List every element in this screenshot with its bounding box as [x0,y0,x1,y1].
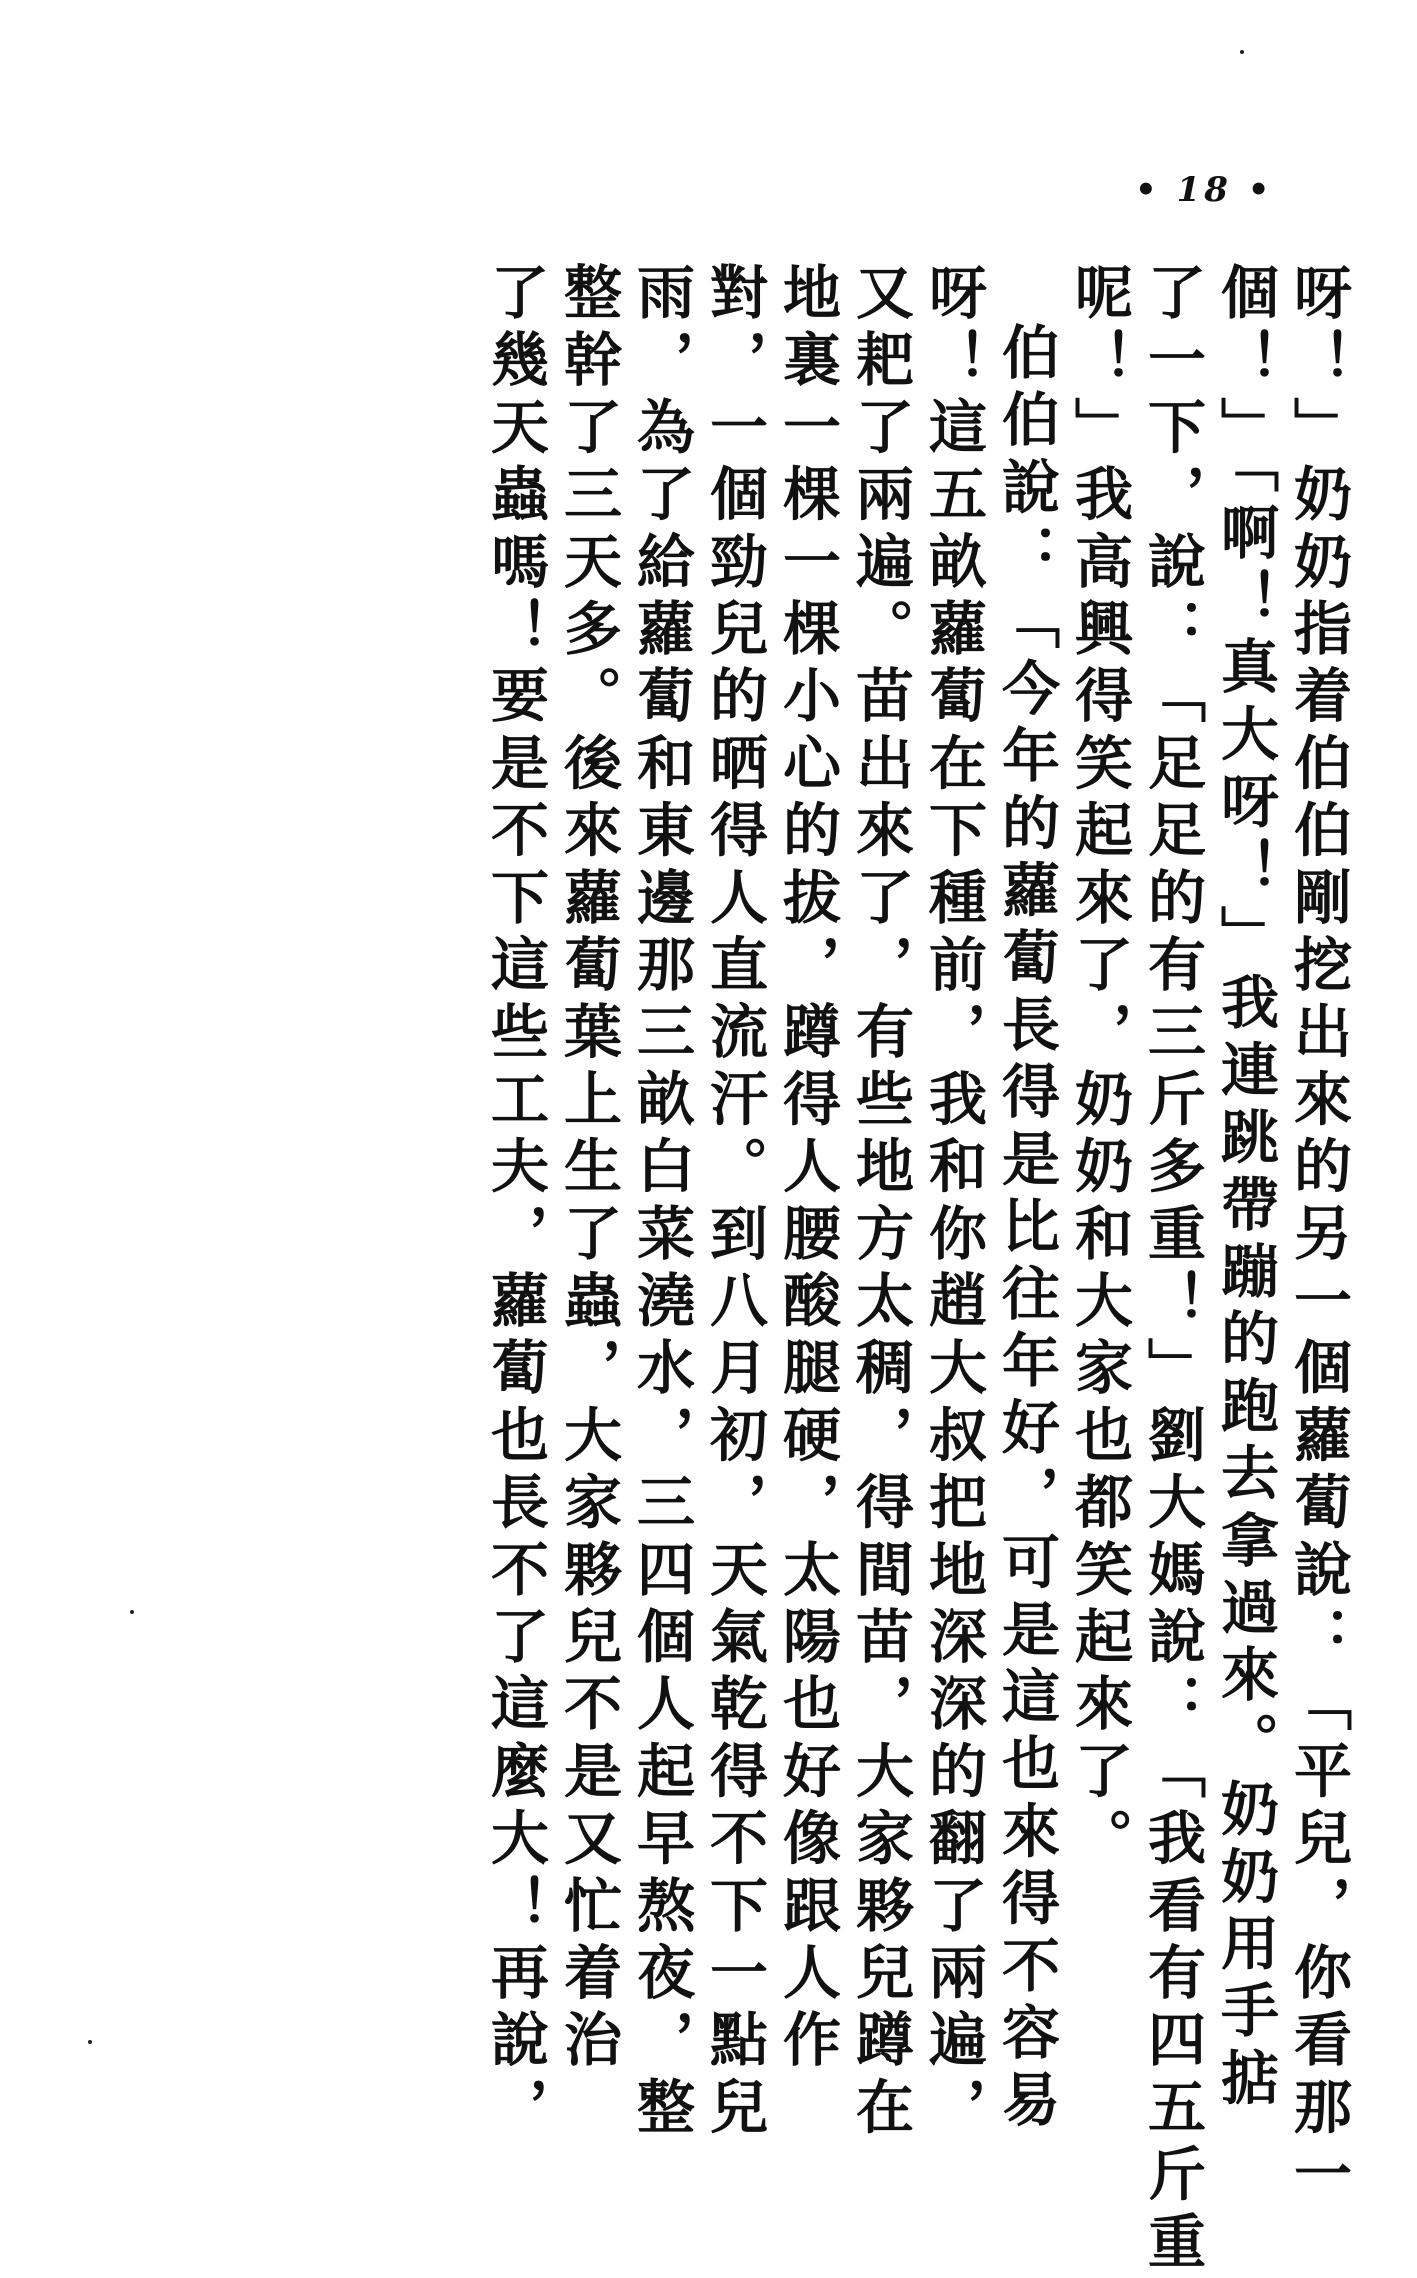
text-column-6: 呀！這五畝蘿蔔在下種前，我和你趙大叔把地深深的翻了兩遍， [919,262,987,2144]
text-column-2: 個！」「啊！真大呀！」我連跳帶蹦的跑去拿過來。奶奶用手掂 [1211,262,1279,2115]
scan-speck [130,1610,134,1614]
text-column-5: 伯伯說：「今年的蘿蔔長得是比往年好，可是這也來得不容易 [992,322,1060,2137]
text-column-4: 呢！」我高興得笑起來了，奶奶和大家也都笑起來了。 [1065,262,1133,1875]
page-number: • 18 • [1135,170,1274,210]
text-column-9: 對，一個勁兒的晒得人直流汗。到八月初，天氣乾得不下一點兒 [700,262,768,2144]
text-column-10: 雨，為了給蘿蔔和東邊那三畝白菜澆水，三四個人起早熬夜，整 [627,262,695,2144]
text-column-3: 了一下，說：「足足的有三斤多重！」劉大媽說：「我看有四五斤重 [1138,262,1206,2278]
scan-speck [88,2040,92,2044]
text-column-7: 又耙了兩遍。苗出來了，有些地方太稠，得間苗，大家夥兒蹲在 [846,262,914,2144]
text-column-8: 地裏一棵一棵小心的拔，蹲得人腰酸腿硬，太陽也好像跟人作 [773,262,841,2077]
scan-speck [1240,50,1244,54]
text-column-12: 了幾天蟲嗎！要是不下這些工夫，蘿蔔也長不了這麼大！再說， [481,262,549,2144]
text-column-11: 整幹了三天多。後來蘿蔔葉上生了蟲，大家夥兒不是又忙着治 [554,262,622,2077]
text-column-1: 呀！」奶奶指着伯伯剛挖出來的另一個蘿蔔說：「平兒，你看那一 [1284,262,1352,2211]
